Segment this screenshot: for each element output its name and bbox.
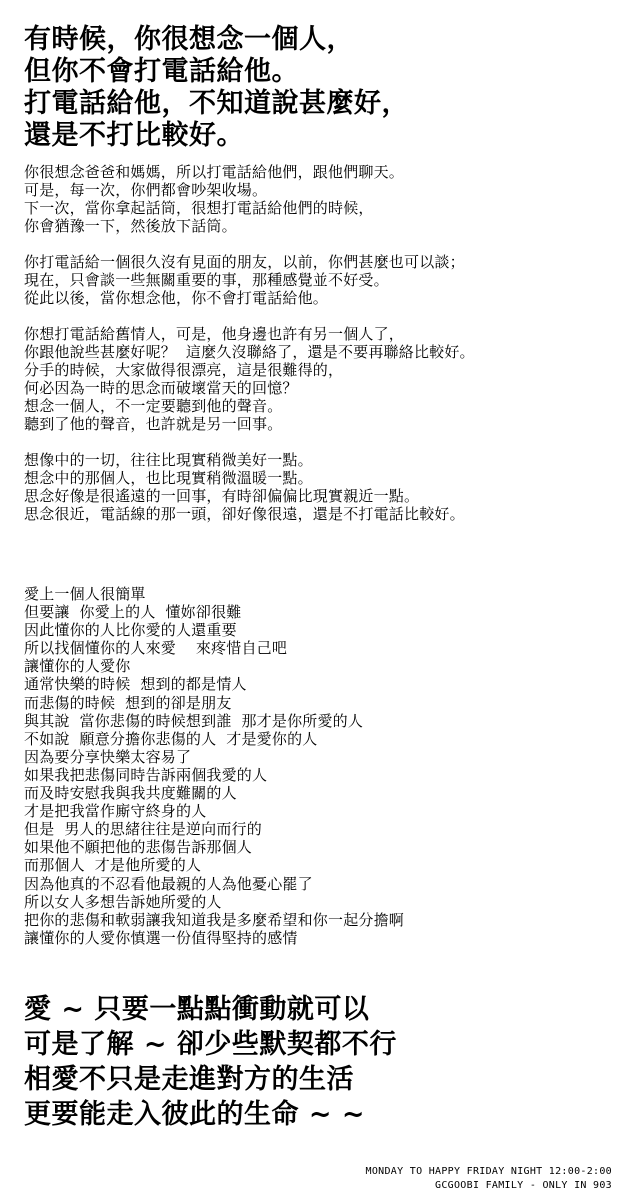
essay-line: 想念一個人，不一定要聽到他的聲音。 xyxy=(24,397,283,415)
title-line: 但你不會打電話給他。 xyxy=(24,56,299,87)
essay-line: 何必因為一時的思念而破壞當天的回憶？ xyxy=(24,379,298,397)
closing-line: 愛 ~ 只要一點點衝動就可以 xyxy=(24,994,370,1025)
lyric-line: 如果我把悲傷同時告訴兩個我愛的人 xyxy=(24,765,268,784)
essay-line: 你跟他說些甚麼好呢？ 這麼久沒聯絡了，還是不要再聯絡比較好。 xyxy=(24,343,475,361)
essay-paragraph-imagination xyxy=(24,451,622,523)
title-heading xyxy=(24,24,614,152)
essay-line: 從此以後，當你想念他，你不會打電話給他。 xyxy=(24,289,329,307)
lyric-line: 與其說 當你悲傷的時候想到誰 那才是你所愛的人 xyxy=(24,711,364,730)
lyric-line: 愛上一個人很簡單 xyxy=(24,585,146,603)
essay-line: 你打電話給一個很久沒有見面的朋友，以前，你們甚麼也可以談； xyxy=(24,253,465,271)
lyric-line: 通常快樂的時候 想到的都是情人 xyxy=(24,675,247,694)
lyric-line: 而那個人 才是他所愛的人 xyxy=(24,856,202,875)
lyric-line: 因為他真的不忍看他最親的人為他憂心罷了 xyxy=(24,874,313,893)
lyric-line: 不如說 願意分擔你悲傷的人 才是愛你的人 xyxy=(24,729,318,748)
footer-schedule: MONDAY TO HAPPY FRIDAY NIGHT 12:00-2:00 xyxy=(365,1166,612,1177)
essay-body xyxy=(24,163,622,541)
lyric-line: 讓懂你的人愛你慎選一份值得堅持的感情 xyxy=(24,928,298,947)
essay-line: 分手的時候，大家做得很漂亮，這是很難得的， xyxy=(24,361,344,379)
lyric-line: 因此懂你的人比你愛的人還重要 xyxy=(24,621,237,640)
lyrics-section xyxy=(24,585,622,947)
lyric-line: 所以找個懂你的人來愛 來疼惜自己吧 xyxy=(24,639,288,658)
essay-line: 你會猶豫一下，然後放下話筒。 xyxy=(24,217,237,235)
lyric-line: 但要讓 你愛上的人 懂妳卻很難 xyxy=(24,603,242,622)
title-line: 還是不打比較好。 xyxy=(24,120,244,151)
essay-line: 下一次，當你拿起話筒，很想打電話給他們的時候， xyxy=(24,199,374,217)
essay-line: 思念很近，電話線的那一頭，卻好像很遠，還是不打電話比較好。 xyxy=(24,505,465,523)
lyric-line: 所以女人多想告訴她所愛的人 xyxy=(24,892,222,911)
essay-line: 思念好像是很遙遠的一回事，有時卻偏偏比現實親近一點。 xyxy=(24,487,420,505)
lyric-line: 才是把我當作廝守終身的人 xyxy=(24,802,207,821)
lyric-line: 因為要分享快樂太容易了 xyxy=(24,747,192,766)
title-line: 打電話給他，不知道說甚麼好， xyxy=(24,88,409,119)
closing-line: 相愛不只是走進對方的生活 xyxy=(24,1064,354,1095)
lyric-line: 而及時安慰我與我共度難關的人 xyxy=(24,784,237,803)
essay-line: 想念中的那個人，也比現實稍微溫暖一點。 xyxy=(24,469,313,487)
closing-line: 更要能走入彼此的生命 ~ ~ xyxy=(24,1099,366,1130)
essay-paragraph-friend xyxy=(24,253,622,307)
essay-line: 現在，只會談一些無關重要的事，那種感覺並不好受。 xyxy=(24,271,389,289)
closing-heading xyxy=(24,992,622,1132)
essay-line: 聽到了他的聲音，也許就是另一回事。 xyxy=(24,415,283,433)
lyric-line: 而悲傷的時候 想到的卻是朋友 xyxy=(24,693,232,712)
lyric-line: 讓懂你的人愛你 xyxy=(24,657,131,676)
lyric-line: 如果他不願把他的悲傷告訴那個人 xyxy=(24,838,253,857)
footer-credits xyxy=(366,1165,613,1193)
essay-line: 你很想念爸爸和媽媽，所以打電話給他們，跟他們聊天。 xyxy=(24,163,405,181)
essay-paragraph-ex-lover xyxy=(24,325,622,433)
lyric-line: 但是 男人的思緒往往是逆向而行的 xyxy=(24,820,262,839)
essay-line: 可是，每一次，你們都會吵架收場。 xyxy=(24,181,268,199)
essay-line: 你想打電話給舊情人，可是，他身邊也許有另一個人了， xyxy=(24,325,405,343)
footer-family: GCGOOBI FAMILY - ONLY IN 903 xyxy=(435,1180,612,1191)
closing-line: 可是了解 ~ 卻少些默契都不行 xyxy=(24,1029,397,1060)
essay-paragraph-parents xyxy=(24,163,622,235)
essay-line: 想像中的一切，往往比現實稍微美好一點。 xyxy=(24,451,313,469)
title-line: 有時候，你很想念一個人， xyxy=(24,24,354,55)
lyric-line: 把你的悲傷和軟弱讓我知道我是多麼希望和你一起分擔啊 xyxy=(24,910,405,929)
